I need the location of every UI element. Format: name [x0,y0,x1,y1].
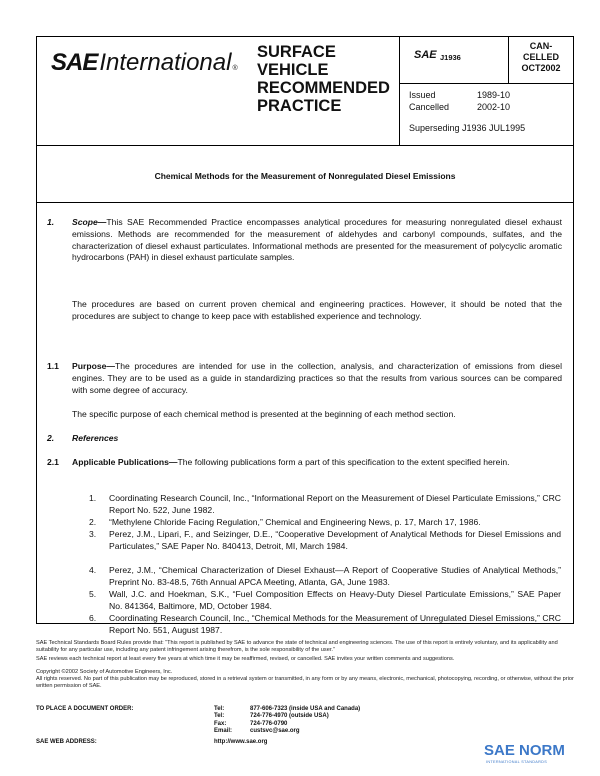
section-heading: Purpose— [72,361,115,371]
section-text: The following publications form a part of this specification to the extent specified herein. [177,457,510,467]
issue-dates [409,89,510,113]
cancelled-date: 2002-10 [477,102,511,112]
section-paragraph [72,361,562,396]
document-number: J1936 [440,53,461,62]
tel-number[interactable]: 724-776-4970 (outside USA) [250,713,329,720]
sae-international-logo [51,49,238,79]
title-line: PRACTICE [257,97,342,115]
section-text: This SAE Recommended Practice encompasses analytical procedures for measuring nonregulated diesel exhaust emissions. Methods are recommended for the measurement of aldehydes and carbonyl compounds, sulfates, and the characterization of diesel exhaust particulates. Informational methods are presented for the measurement of polycyclic aromatic hydrocarbons (PAH) in diesel exhaust particulate samples. [72,217,562,263]
status-line: CAN- [529,41,553,51]
section-heading: Applicable Publications— [72,457,178,467]
section-number: 2. [47,433,55,443]
reference-number: 4. [89,565,97,575]
logo-trademark: ® [232,65,238,72]
section-number: 2.1 [47,457,59,467]
issued-label: Issued [409,90,436,100]
section-number: 1. [47,217,55,227]
reference-text: Coordinating Research Council, Inc., “Informational Report on the Measurement of Diesel Particulate Emissions,” CRC Report No. 522, June 1982. [109,493,561,515]
document-number-box [400,37,508,83]
reference-text: Coordinating Research Council, Inc., “Chemical Methods for the Measurement of Unregulated Diesel Emissions,” CRC Report No. 551, August 1987. [109,613,561,635]
divider [37,202,573,203]
logo-international-text: International [99,49,232,76]
web-address-link[interactable]: http://www.sae.org [214,739,268,745]
reference-number: 5. [89,589,97,599]
reference-number: 3. [89,529,97,539]
title-line: RECOMMENDED [257,79,390,97]
section-paragraph [72,433,562,445]
email-link[interactable]: custsvc@sae.org [250,727,300,734]
divider [399,83,573,84]
legal-footer [36,640,574,690]
web-address-label: SAE WEB ADDRESS: [36,739,97,745]
section-heading: References [72,433,119,443]
fax-label: Fax: [214,720,227,727]
cancelled-label: Cancelled [409,102,450,112]
cancelled-status [509,41,573,74]
reference-text: “Methylene Chloride Facing Regulation,” Chemical and Engineering News, p. 17, March 17, 1986. [109,517,481,527]
document-header [37,37,573,145]
reference-number: 1. [89,493,97,503]
sae-norm-text: SAE NORM [484,742,565,759]
document-frame [36,36,574,635]
copyright-text: Copyright ©2002 Society of Automotive Engineers, Inc. [36,668,173,675]
sae-norm-subtext: INTERNATIONAL STANDARDS [486,760,548,764]
order-label: TO PLACE A DOCUMENT ORDER: [36,706,134,712]
tel-number[interactable]: 877-606-7323 (inside USA and Canada) [250,706,361,712]
reference-text: Perez, J.M., “Chemical Characterization of Diesel Exhaust—A Report of Cooperative Studies of Analytical Methods,” Preprint No. 83-48.5, 76th Annual APCA Meeting, Atlanta, GA, June 1983. [109,565,561,587]
reference-number: 2. [89,517,97,527]
issued-date: 1989-10 [477,90,511,100]
superseding-note: Superseding J1936 JUL1995 [409,123,526,133]
rights-text: All rights reserved. No part of this publication may be reproduced, stored in a retrieval system or transmitted, in any form or by any means, electronic, mechanical, photocopying, recording, or otherwise, without the prior written permission of SAE. [36,675,574,690]
status-line: CELLED [523,52,559,62]
document-type-title [257,43,397,115]
reference-number: 6. [89,613,97,623]
doc-sae-logo: SAE [414,49,437,61]
fax-number: 724-776-0790 [250,720,288,727]
title-line: VEHICLE [257,61,329,79]
section-paragraph [72,217,562,264]
section-text: The procedures are intended for use in the collection, analysis, and characterization of emissions from diesel engines. They are to be used as a guide in standardizing practices so that the results from various sources can be compared with some degree of accuracy. [72,361,562,395]
status-line: OCT2002 [521,63,561,73]
reference-text: Wall, J.C. and Hoekman, S.K., “Fuel Composition Effects on Heavy-Duty Diesel Particulate Emissions,” SAE Paper No. 841364, Baltimore, MD, October 1984. [109,589,561,611]
sae-norm-logo [484,742,576,772]
tel-label: Tel: [214,706,225,712]
section-paragraph: The procedures are based on current proven chemical and engineering practices. However, it should be noted that the procedures are subject to change to keep pace with established experience and technology. [72,299,562,321]
tel-label: Tel: [214,713,225,720]
section-paragraph [72,457,562,469]
section-number: 1.1 [47,361,59,371]
board-rules-text: SAE Technical Standards Board Rules provide that: “This report is published by SAE to advance the state of technical and engineering sciences. The use of this report is entirely voluntary, and its applicability and suitability for any particular use, including any patent infringement arising therefrom, is the sole responsibility of the user.” [36,640,558,654]
title-line: SURFACE [257,43,336,61]
review-text: SAE reviews each technical report at least every five years at which time it may be reaffirmed, revised, or cancelled. SAE invites your written comments and suggestions. [36,656,455,663]
section-paragraph: The specific purpose of each chemical method is presented at the beginning of each method section. [72,409,456,419]
document-subtitle: Chemical Methods for the Measurement of Nonregulated Diesel Emissions [154,171,456,181]
contact-list [214,706,360,735]
subtitle-row [37,146,573,202]
logo-sae-text: SAE [51,49,98,76]
reference-text: Perez, J.M., Lipari, F., and Seizinger, D.E., “Cooperative Development of Analytical Methods for Diesel Emissions and Particulates,” SAE Paper No. 840413, Detroit, MI, March 1984. [109,529,561,551]
email-label: Email: [214,727,233,734]
section-heading: Scope— [72,217,107,227]
